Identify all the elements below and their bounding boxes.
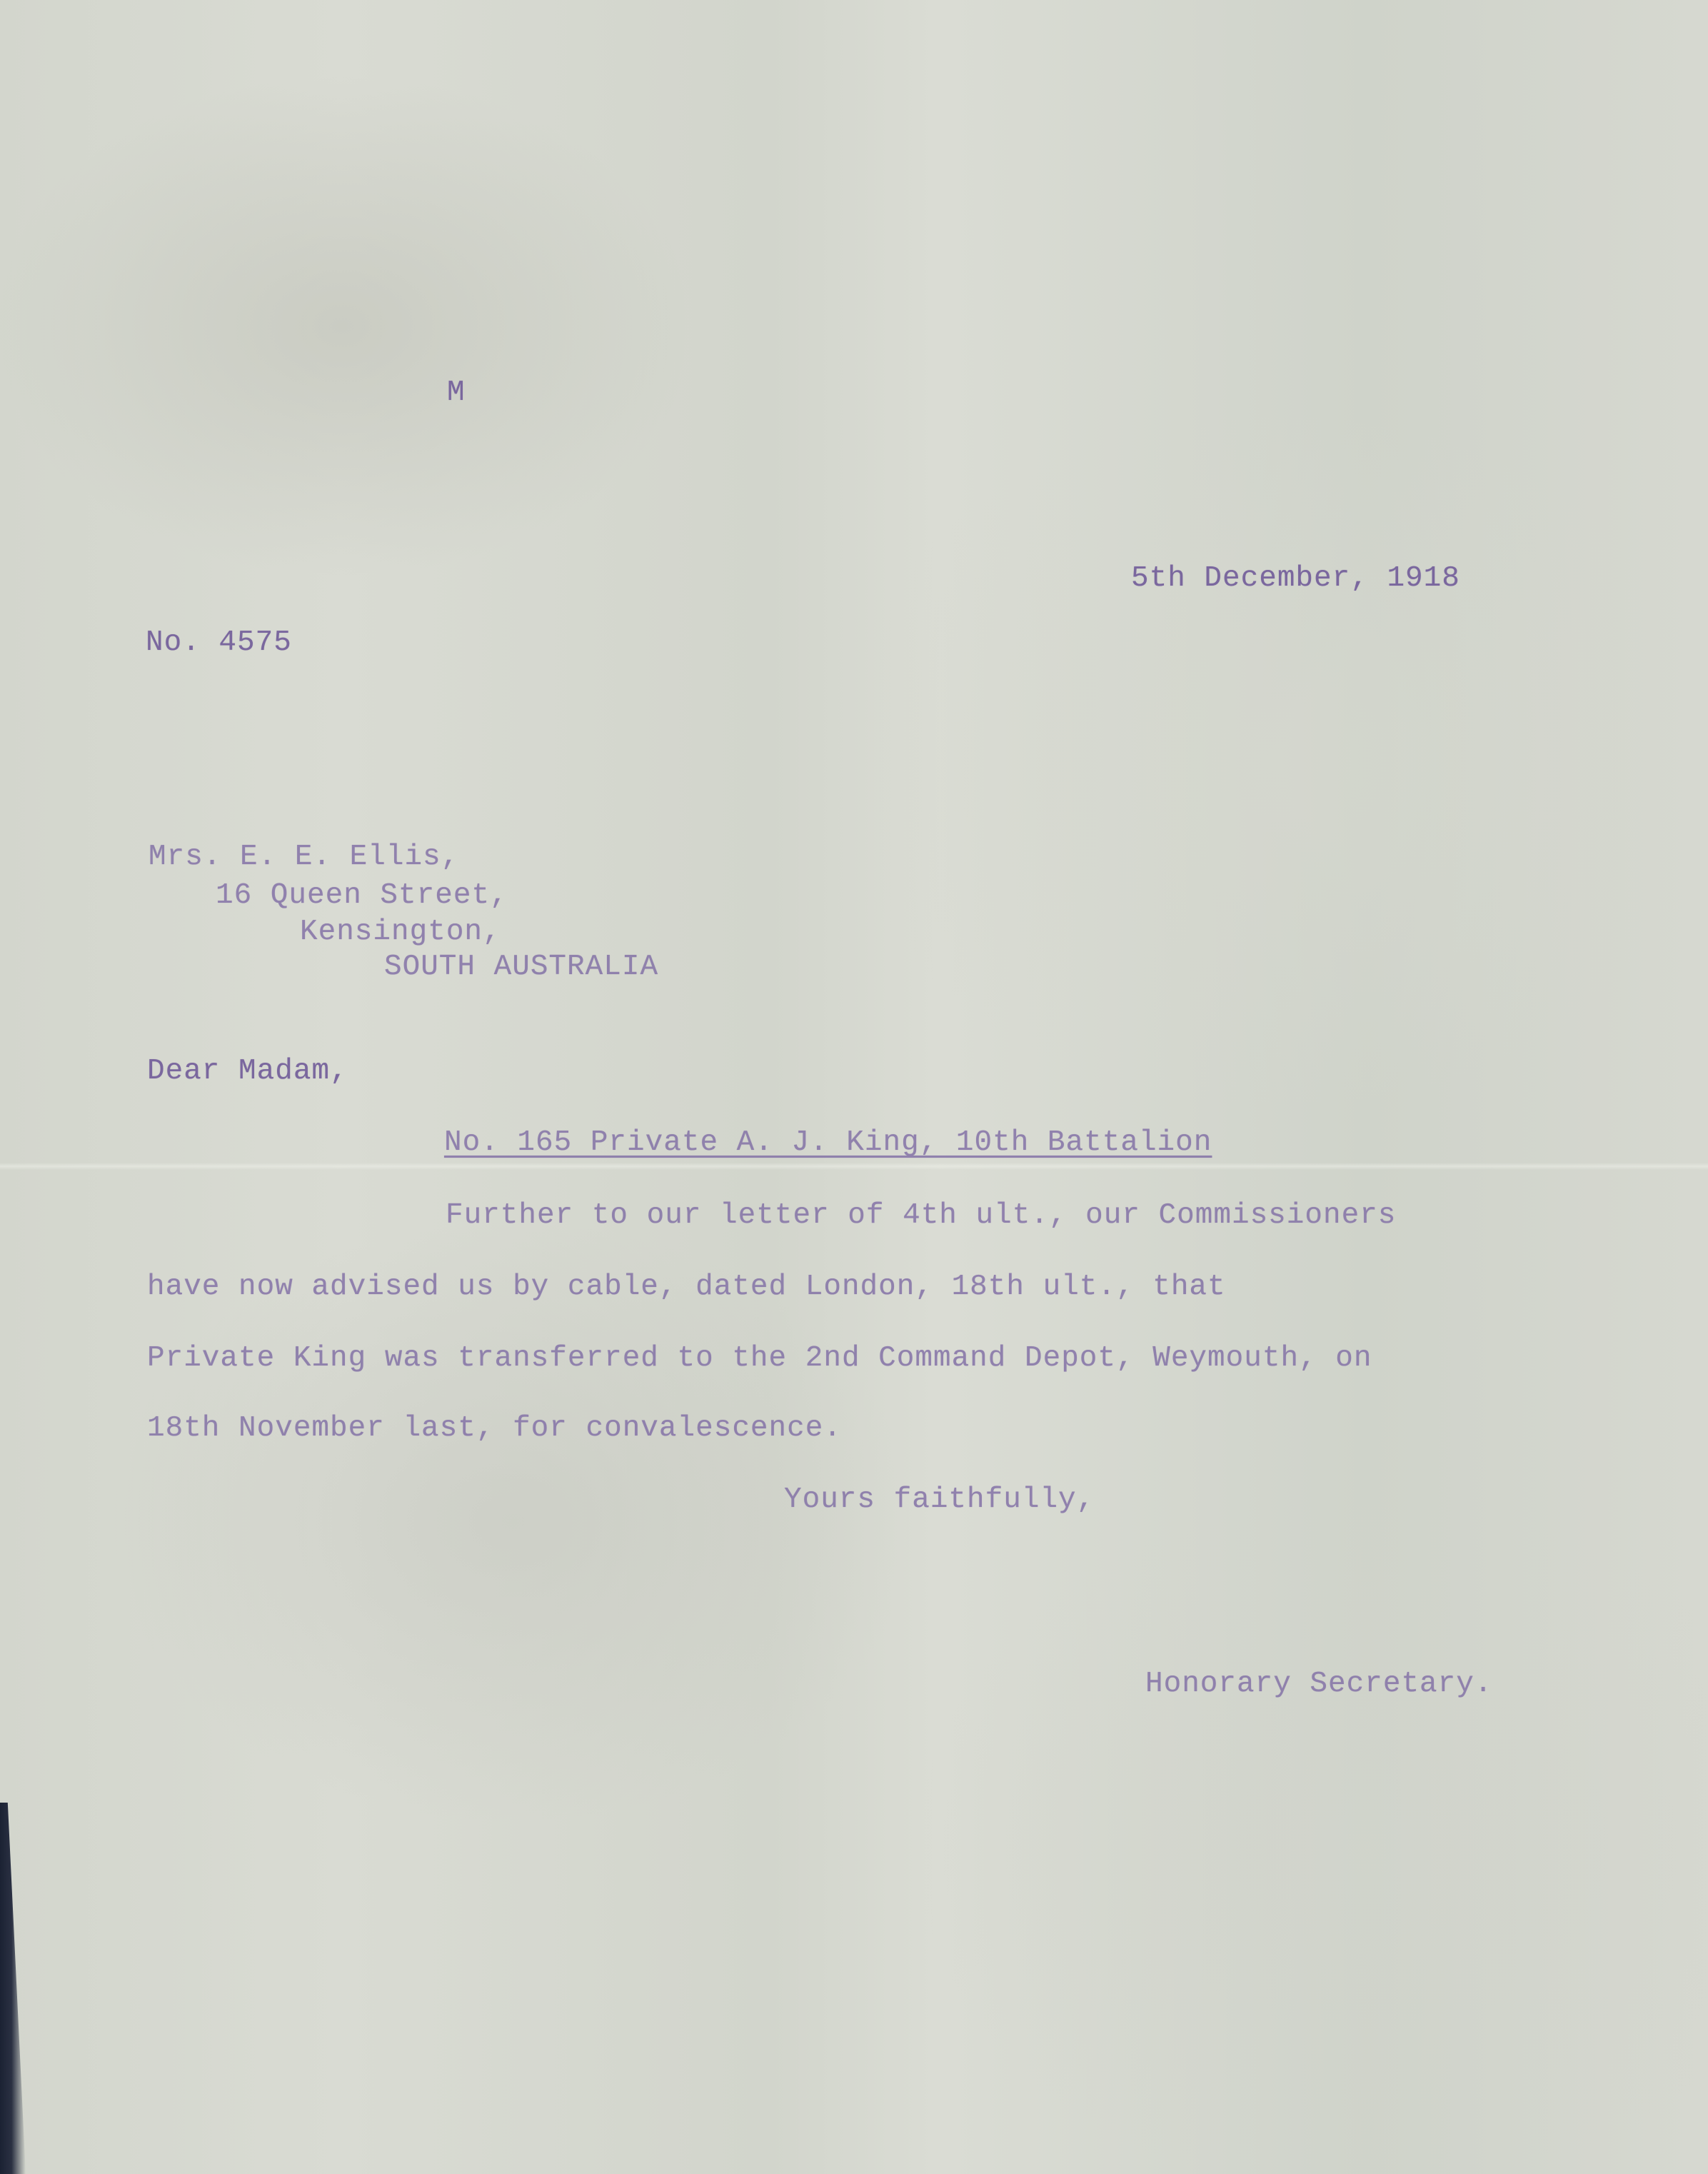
closing: Yours faithfully, <box>784 1483 1095 1516</box>
body-line-4: 18th November last, for convalescence. <box>147 1412 842 1445</box>
file-mark: M <box>447 376 466 409</box>
subject-line: No. 165 Private A. J. King, 10th Battalion <box>444 1126 1212 1159</box>
recipient-name: Mrs. E. E. Ellis, <box>149 841 460 873</box>
recipient-suburb: Kensington, <box>300 916 501 948</box>
body-line-1: Further to our letter of 4th ult., our Commissioners <box>446 1199 1397 1232</box>
body-line-2: have now advised us by cable, dated London, 18th ult., that <box>147 1271 1226 1303</box>
letter-date: 5th December, 1918 <box>1131 562 1460 595</box>
salutation: Dear Madam, <box>147 1055 348 1088</box>
body-line-3: Private King was transferred to the 2nd Command Depot, Weymouth, on <box>147 1342 1372 1375</box>
paper-fold <box>0 1163 1708 1170</box>
reference-number: No. 4575 <box>146 626 292 659</box>
recipient-state: SOUTH AUSTRALIA <box>384 951 659 983</box>
recipient-street: 16 Queen Street, <box>216 879 508 912</box>
signatory-title: Honorary Secretary. <box>1145 1668 1493 1700</box>
scan-edge-shadow <box>0 1803 26 2174</box>
